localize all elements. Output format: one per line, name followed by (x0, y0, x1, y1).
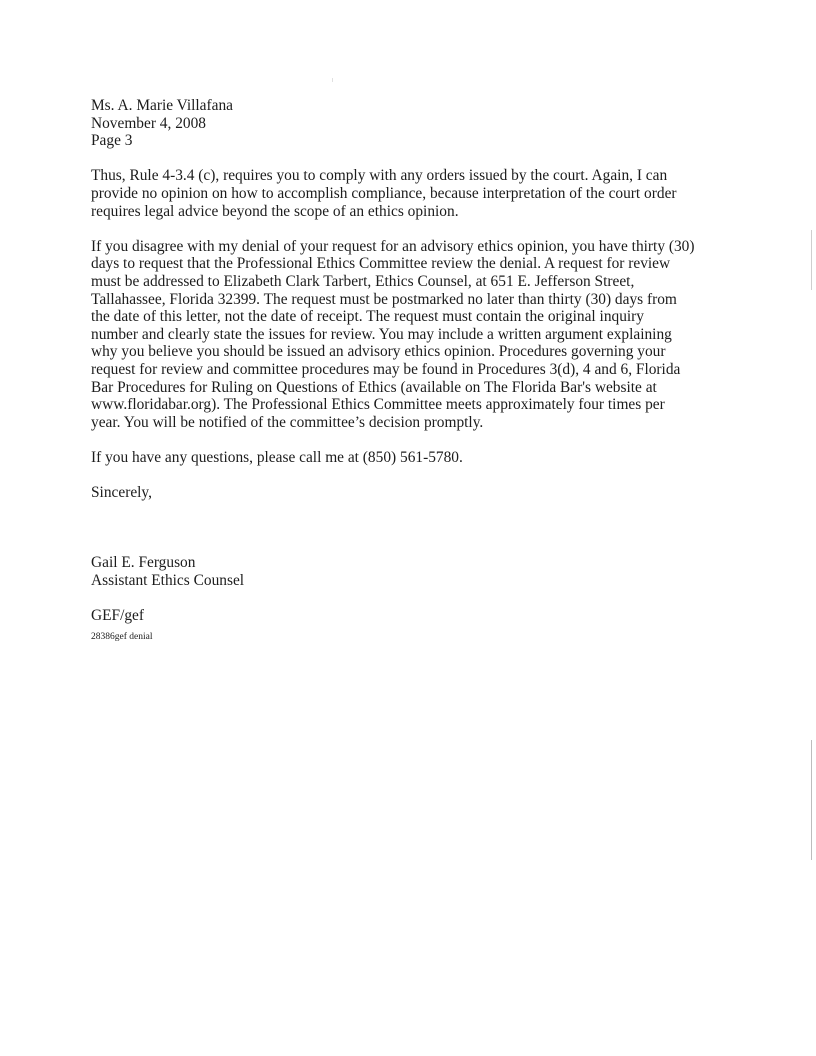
text-line: number and clearly state the issues for review. You may include a written argument explaining (91, 325, 672, 343)
text-line: Thus, Rule 4-3.4 (c), requires you to comply with any orders issued by the court. Again, I can (91, 167, 668, 185)
signature-space (91, 519, 731, 554)
text-line: Tallahassee, Florida 32399. The request must be postmarked no later than thirty (30) days from (91, 290, 677, 308)
text-line: request for review and committee procedures may be found in Procedures 3(d), 4 and 6, Florida (91, 360, 681, 378)
signer-name: Gail E. Ferguson (91, 554, 196, 572)
text-line: If you have any questions, please call me at (850) 561-5780. (91, 448, 463, 466)
paragraph-compliance (91, 167, 731, 220)
page-number: Page 3 (91, 132, 133, 150)
scan-edge-mark (811, 740, 812, 860)
initials-text: GEF/gef (91, 607, 145, 625)
paragraph-review-procedure (91, 238, 731, 432)
text-line: requires legal advice beyond the scope of an ethics opinion. (91, 202, 459, 220)
signer-title: Assistant Ethics Counsel (91, 571, 245, 589)
text-line: www.floridabar.org). The Professional Ethics Committee meets approximately four times per (91, 396, 665, 414)
scan-artifact (332, 78, 333, 82)
page-header (91, 97, 731, 150)
recipient-name: Ms. A. Marie Villafana (91, 97, 233, 114)
text-line: why you believe you should be issued an advisory ethics opinion. Procedures governing your (91, 343, 666, 361)
text-line: must be addressed to Elizabeth Clark Tarbert, Ethics Counsel, at 651 E. Jefferson Street, (91, 272, 635, 290)
paragraph-contact (91, 449, 731, 467)
letter-body (91, 97, 731, 643)
signature-block (91, 554, 731, 589)
text-line: If you disagree with my denial of your request for an advisory ethics opinion, you have thirty (30) (91, 237, 695, 255)
text-line: days to request that the Professional Ethics Committee review the denial. A request for review (91, 255, 671, 273)
typist-initials (91, 607, 731, 625)
text-line: year. You will be notified of the committee’s decision promptly. (91, 413, 484, 431)
text-line: the date of this letter, not the date of receipt. The request must contain the original inquiry (91, 308, 644, 326)
text-line: Bar Procedures for Ruling on Questions of Ethics (available on The Florida Bar's website at (91, 378, 657, 396)
scan-edge-mark (811, 230, 812, 290)
closing-text: Sincerely, (91, 484, 152, 502)
letter-date: November 4, 2008 (91, 114, 206, 132)
document-reference: 28386gef denial (91, 631, 153, 642)
closing (91, 484, 731, 502)
text-line: provide no opinion on how to accomplish compliance, because interpretation of the court order (91, 184, 677, 202)
